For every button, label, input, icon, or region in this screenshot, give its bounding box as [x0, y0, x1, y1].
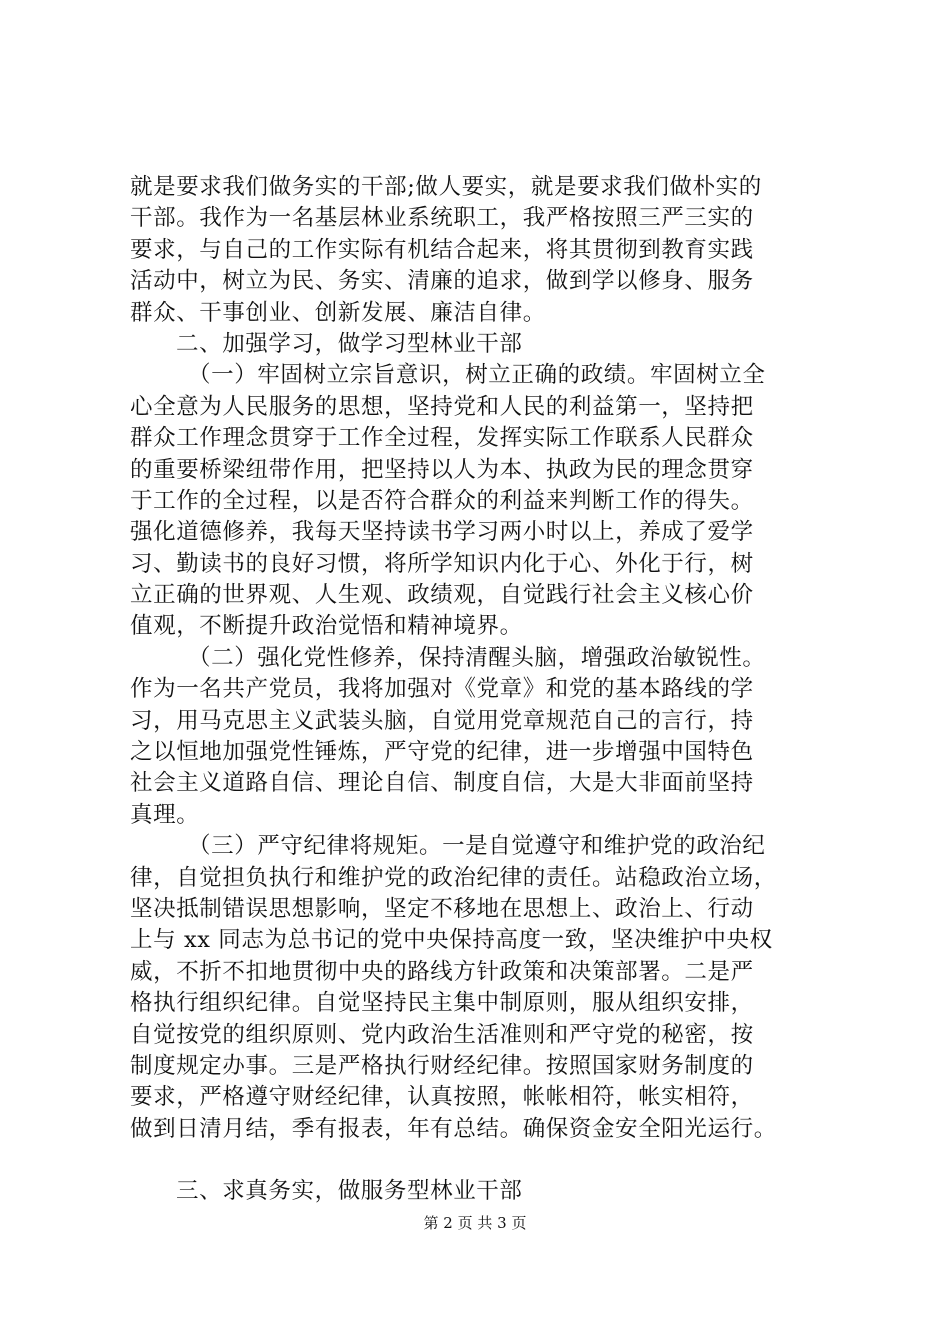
text-line: 习、勤读书的良好习惯，将所学知识内化于心、外化于行，树 — [130, 550, 754, 577]
text-line: 做到日清月结，季有报表，年有总结。确保资金安全阳光运行。 — [130, 1115, 777, 1142]
section-heading: 二、加强学习，做学习型林业干部 — [176, 330, 523, 357]
section-heading: 三、求真务实，做服务型林业干部 — [176, 1178, 523, 1205]
text-line: 活动中，树立为民、务实、清廉的追求，做到学以修身、服务 — [130, 268, 754, 295]
text-line: 格执行组织纪律。自觉坚持民主集中制原则，服从组织安排， — [130, 990, 754, 1017]
text-line: 于工作的全过程，以是否符合群众的利益来判断工作的得失。 — [130, 487, 754, 514]
text-line: 的重要桥梁纽带作用，把坚持以人为本、执政为民的理念贯穿 — [130, 456, 754, 483]
text-line: 心全意为人民服务的思想，坚持党和人民的利益第一，坚持把 — [130, 393, 754, 420]
text-line: 值观，不断提升政治觉悟和精神境界。 — [130, 613, 523, 640]
text-line: 威，不折不扣地贯彻中央的路线方针政策和决策部署。二是严 — [130, 958, 754, 985]
text-line: 之以恒地加强党性锤炼，严守党的纪律，进一步增强中国特色 — [130, 739, 754, 766]
text-line: 作为一名共产党员，我将加强对《党章》和党的基本路线的学 — [130, 676, 754, 703]
text-line: 就是要求我们做务实的干部;做人要实，就是要求我们做朴实的 — [130, 174, 762, 200]
text-line: 强化道德修养，我每天坚持读书学习两小时以上，养成了爱学 — [130, 519, 754, 546]
text-line: 要求，严格遵守财经纪律，认真按照，帐帐相符，帐实相符， — [130, 1084, 754, 1111]
text-line: 社会主义道路自信、理论自信、制度自信，大是大非面前坚持 — [130, 770, 754, 797]
text-line: 真理。 — [130, 801, 200, 828]
document-body — [130, 172, 834, 1208]
text-line: 制度规定办事。三是严格执行财经纪律。按照国家财务制度的 — [130, 1052, 754, 1079]
page-footer: 第 2 页 共 3 页 — [423, 1214, 527, 1232]
subsection-start-line: （二）强化党性修养，保持清醒头脑，增强政治敏锐性。 — [188, 644, 766, 671]
text-line: 坚决抵制错误思想影响，坚定不移地在思想上、政治上、行动 — [130, 895, 754, 922]
text-line: 自觉按党的组织原则、党内政治生活准则和严守党的秘密，按 — [130, 1021, 754, 1048]
text-line: 律，自觉担负执行和维护党的政治纪律的责任。站稳政治立场， — [130, 864, 777, 891]
text-line: 习，用马克思主义武装头脑，自觉用党章规范自己的言行，持 — [130, 707, 754, 734]
paragraph-gap — [130, 1145, 834, 1176]
text-line: 立正确的世界观、人生观、政绩观，自觉践行社会主义核心价 — [130, 582, 754, 609]
text-line: 干部。我作为一名基层林业系统职工，我严格按照三严三实的 — [130, 205, 754, 232]
subsection-start-line: （三）严守纪律将规矩。一是自觉遵守和维护党的政治纪 — [188, 833, 766, 860]
text-line: 要求，与自己的工作实际有机结合起来，将其贯彻到教育实践 — [130, 236, 754, 263]
text-line: 群众工作理念贯穿于工作全过程，发挥实际工作联系人民群众 — [130, 425, 754, 452]
text-line: 群众、干事创业、创新发展、廉洁自律。 — [130, 299, 546, 326]
text-line: 上与 xx 同志为总书记的党中央保持高度一致，坚决维护中央权 — [130, 927, 773, 954]
subsection-start-line: （一）牢固树立宗旨意识，树立正确的政绩。牢固树立全 — [188, 362, 766, 389]
